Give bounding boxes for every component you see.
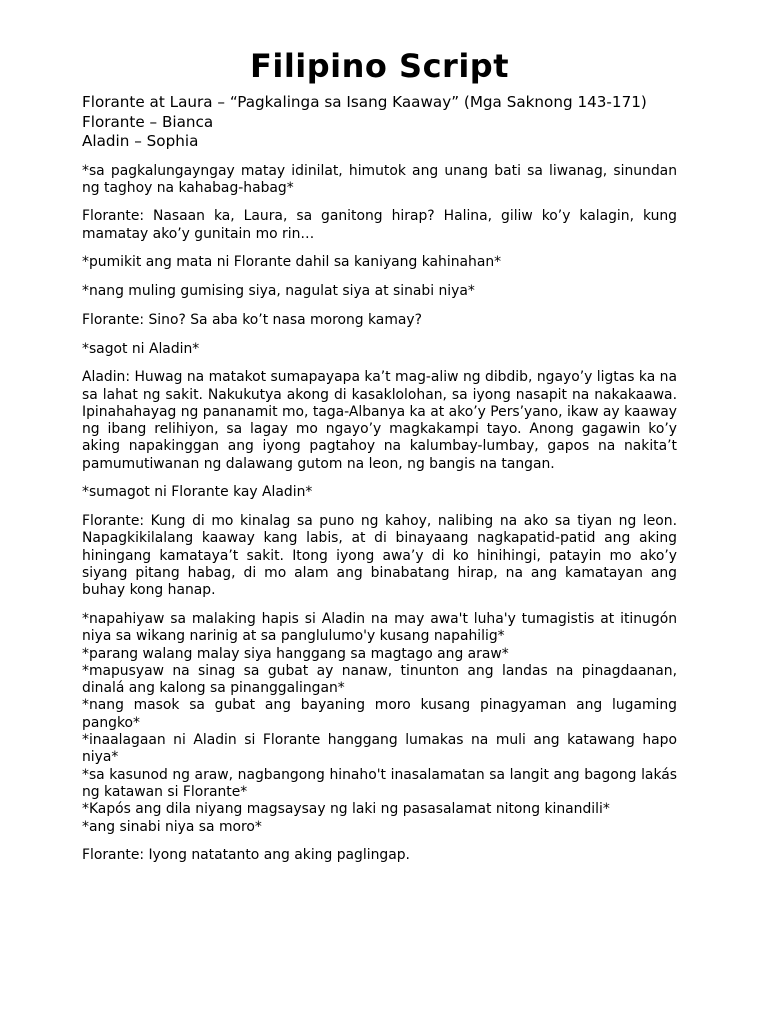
play-title-line: Florante at Laura – “Pagkalinga sa Isang Kaaway” (Mga Saknong 143-171): [82, 93, 647, 111]
script-body: [82, 163, 677, 865]
dialogue-florante: Florante: Sino? Sa aba ko’t nasa morong kamay?: [82, 311, 422, 328]
dialogue-florante: Florante: Nasaan ka, Laura, sa ganitong hirap? Halina, giliw ko’y kalagin, kung mamatay ako’y gunitain mo rin…: [82, 208, 677, 242]
stage-direction-line: *inaalagaan ni Aladin si Florante hanggang lumakas na muli ang katawang hapo niya*: [82, 732, 677, 766]
page-title: Filipino Script: [249, 47, 509, 85]
stage-direction: *sagot ni Aladin*: [82, 340, 200, 357]
stage-direction-group: [82, 611, 677, 836]
stage-direction-line: *nang masok sa gubat ang bayaning moro kusang pinagyaman ang lugaming pangko*: [82, 697, 677, 731]
stage-direction-line: *Kapós ang dila niyang magsaysay ng laki ng pasasalamat nitong kinandili*: [82, 801, 610, 818]
stage-direction: *sa pagkalungayngay matay idinilat, himutok ang unang bati sa liwanag, sinundan ng taghoy na kahabag-habag*: [82, 162, 677, 196]
stage-direction-line: *mapusyaw na sinag sa gubat ay nanaw, tinunton ang landas na pinagdaanan, dinalá ang kalong sa pinanggalingan*: [82, 662, 677, 697]
dialogue-florante: Florante: Iyong natatanto ang aking paglingap.: [82, 847, 410, 864]
stage-direction: *sumagot ni Florante kay Aladin*: [82, 484, 313, 501]
script-header: [82, 93, 677, 152]
cast-florante-line: Florante – Bianca: [82, 112, 214, 131]
stage-direction-line: *ang sinabi niya sa moro*: [82, 818, 262, 835]
document-page: [82, 0, 677, 876]
dialogue-aladin: Aladin: Huwag na matakot sumapayapa ka’t mag-aliw ng dibdib, ngayo’y ligtas ka na sa lahat ng sakit. Nakukutya akong di kasaklolohan, sa iyong nasapit na nakakaawa. Ipinahahayag ng pananamit mo, taga-Albanya ka at ako’y Pers’yano, ikaw ay kaaway ng ibang relihiyon, sa lagay mo ngayo’y magkakampi tayo. Anong gagawin ko’y aking napakinggan ang iyong pagtahoy na kalumbay-lumbay, gapos na nakita’t pamumutiwanan ng dalawang gutom na leon, ng bangis na tangan.: [82, 369, 677, 472]
stage-direction-line: *sa kasunod ng araw, nagbangong hinaho't inasalamatan sa langit ang bagong lakás ng katawan si Florante*: [82, 766, 677, 800]
stage-direction-line: *parang walang malay siya hanggang sa magtago ang araw*: [82, 645, 509, 662]
stage-direction: *nang muling gumising siya, nagulat siya at sinabi niya*: [82, 283, 475, 300]
cast-aladin-line: Aladin – Sophia: [82, 132, 199, 150]
dialogue-florante: Florante: Kung di mo kinalag sa puno ng kahoy, nalibing na ako sa tiyan ng leon. Napagkikilalang kaaway kang labis, at di binayaang nagkapatid-patid ang aking hiningang kamataya’t sakit. Itong iyong awa’y di ko hinihingi, patayin mo ako’y siyang pitang habag, di mo alam ang binabatang hirap, na ang kamatayan ang buhay kong hanap.: [82, 513, 677, 599]
stage-direction: *pumikit ang mata ni Florante dahil sa kaniyang kahinahan*: [82, 254, 502, 271]
stage-direction-line: *napahiyaw sa malaking hapis si Aladin na may awa't luha'y tumagistis at itinugón niya sa wikang narinig at sa panglulumo'y kusang napahilig*: [82, 610, 677, 645]
